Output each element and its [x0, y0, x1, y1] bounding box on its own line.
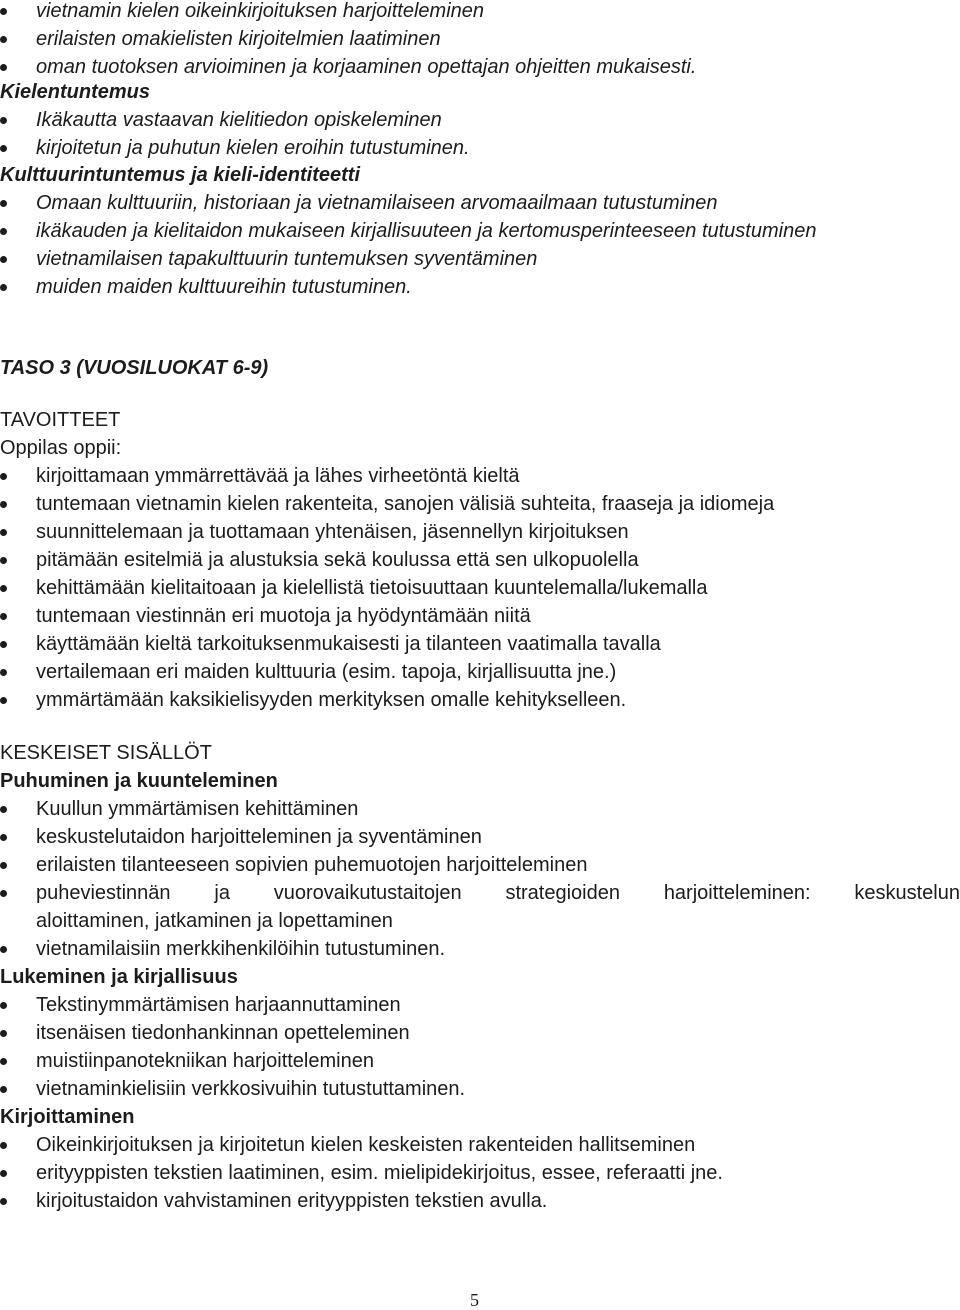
- bullet-icon: [0, 64, 7, 71]
- kielentuntemus-section: [0, 78, 960, 162]
- list-item: oman tuotoksen arvioiminen ja korjaaminen opettajan ohjeitten mukaisesti.: [0, 53, 960, 81]
- pupil-learns-heading: Oppilas oppii:: [0, 437, 122, 459]
- list-item: Omaan kulttuuriin, historiaan ja vietnamilaiseen arvomaailmaan tutustuminen: [0, 189, 960, 217]
- bullet-icon: [0, 946, 7, 953]
- list-item: muiden maiden kulttuureihin tutustuminen.: [0, 273, 960, 301]
- top-list: [0, 0, 960, 81]
- bullet-icon: [0, 1198, 7, 1205]
- section-heading: Kielentuntemus: [0, 81, 151, 103]
- continuation-line: aloittaminen, jatkaminen ja lopettaminen: [36, 910, 393, 932]
- subsection-heading: Puhuminen ja kuunteleminen: [0, 770, 278, 792]
- bullet-icon: [0, 1058, 7, 1065]
- bullet-icon: [0, 806, 7, 813]
- list-item: Tekstinymmärtämisen harjaannuttaminen: [0, 991, 960, 1019]
- taso-section: [0, 354, 960, 382]
- bullet-icon: [0, 145, 7, 152]
- list-item: [0, 879, 960, 935]
- subsection-heading: Kirjoittaminen: [0, 1106, 135, 1128]
- list-item: Oikeinkirjoituksen ja kirjoitetun kielen keskeisten rakenteiden hallitseminen: [0, 1131, 960, 1159]
- bullet-icon: [0, 8, 7, 15]
- list-item: vietnamilaisen tapakulttuurin tuntemuksen syventäminen: [0, 245, 960, 273]
- list-item: suunnittelemaan ja tuottamaan yhtenäisen, jäsennellyn kirjoituksen: [0, 518, 960, 546]
- bullet-icon: [0, 613, 7, 620]
- list-item: vietnaminkielisiin verkkosivuihin tutustuttaminen.: [0, 1075, 960, 1103]
- keskeiset-section: [0, 739, 960, 1215]
- list-item: ymmärtämään kaksikielisyyden merkityksen omalle kehitykselleen.: [0, 686, 960, 714]
- bullet-icon: [0, 117, 7, 124]
- bullet-icon: [0, 473, 7, 480]
- bullet-icon: [0, 834, 7, 841]
- list-item: vertailemaan eri maiden kulttuuria (esim. tapoja, kirjallisuutta jne.): [0, 658, 960, 686]
- bullet-icon: [0, 1142, 7, 1149]
- bullet-icon: [0, 862, 7, 869]
- tavoitteet-section: [0, 406, 960, 714]
- subsection-heading: Lukeminen ja kirjallisuus: [0, 966, 238, 988]
- bullet-icon: [0, 529, 7, 536]
- list-item: tuntemaan viestinnän eri muotoja ja hyödyntämään niitä: [0, 602, 960, 630]
- list-item: tuntemaan vietnamin kielen rakenteita, sanojen välisiä suhteita, fraaseja ja idiomeja: [0, 490, 960, 518]
- bullet-icon: [0, 1170, 7, 1177]
- bullet-icon: [0, 1002, 7, 1009]
- list-item: kirjoitetun ja puhutun kielen eroihin tutustuminen.: [0, 134, 960, 162]
- bullet-icon: [0, 890, 7, 897]
- list-item: kirjoitustaidon vahvistaminen erityyppisten tekstien avulla.: [0, 1187, 960, 1215]
- list-item: vietnamilaisiin merkkihenkilöihin tutustuminen.: [0, 935, 960, 963]
- bullet-icon: [0, 1086, 7, 1093]
- core-contents-heading: KESKEISET SISÄLLÖT: [0, 742, 212, 764]
- list-item: itsenäisen tiedonhankinnan opetteleminen: [0, 1019, 960, 1047]
- kulttuuri-section: [0, 161, 960, 301]
- bullet-icon: [0, 36, 7, 43]
- list-item: muistiinpanotekniikan harjoitteleminen: [0, 1047, 960, 1075]
- list-item: ikäkauden ja kielitaidon mukaiseen kirjallisuuteen ja kertomusperinteeseen tutustuminen: [0, 217, 960, 245]
- list-item: keskustelutaidon harjoitteleminen ja syventäminen: [0, 823, 960, 851]
- page-number: 5: [470, 1290, 479, 1310]
- list-item: kehittämään kielitaitoaan ja kielellistä tietoisuuttaan kuuntelemalla/lukemalla: [0, 574, 960, 602]
- bullet-icon: [0, 284, 7, 291]
- list-item: Ikäkautta vastaavan kielitiedon opiskeleminen: [0, 106, 960, 134]
- bullet-icon: [0, 256, 7, 263]
- bullet-icon: [0, 1030, 7, 1037]
- list-item: kirjoittamaan ymmärrettävää ja lähes virheetöntä kieltä: [0, 462, 960, 490]
- goals-heading: TAVOITTEET: [0, 409, 121, 431]
- list-item: erityyppisten tekstien laatiminen, esim. mielipidekirjoitus, essee, referaatti jne.: [0, 1159, 960, 1187]
- bullet-icon: [0, 501, 7, 508]
- bullet-icon: [0, 641, 7, 648]
- bullet-icon: [0, 669, 7, 676]
- bullet-icon: [0, 557, 7, 564]
- list-item: Kuullun ymmärtämisen kehittäminen: [0, 795, 960, 823]
- list-item: erilaisten tilanteeseen sopivien puhemuotojen harjoitteleminen: [0, 851, 960, 879]
- bullet-icon: [0, 585, 7, 592]
- section-heading: Kulttuurintuntemus ja kieli-identiteetti: [0, 164, 361, 186]
- list-item: erilaisten omakielisten kirjoitelmien laatiminen: [0, 25, 960, 53]
- list-item: käyttämään kieltä tarkoituksenmukaisesti ja tilanteen vaatimalla tavalla: [0, 630, 960, 658]
- list-item: pitämään esitelmiä ja alustuksia sekä koulussa että sen ulkopuolella: [0, 546, 960, 574]
- justified-line: puheviestinnän ja vuorovaikutustaitojen strategioiden harjoitteleminen: keskustelun: [36, 882, 960, 904]
- bullet-icon: [0, 200, 7, 207]
- bullet-icon: [0, 228, 7, 235]
- level-title: TASO 3 (VUOSILUOKAT 6-9): [0, 357, 269, 379]
- bullet-icon: [0, 697, 7, 704]
- list-item: vietnamin kielen oikeinkirjoituksen harjoitteleminen: [0, 0, 960, 25]
